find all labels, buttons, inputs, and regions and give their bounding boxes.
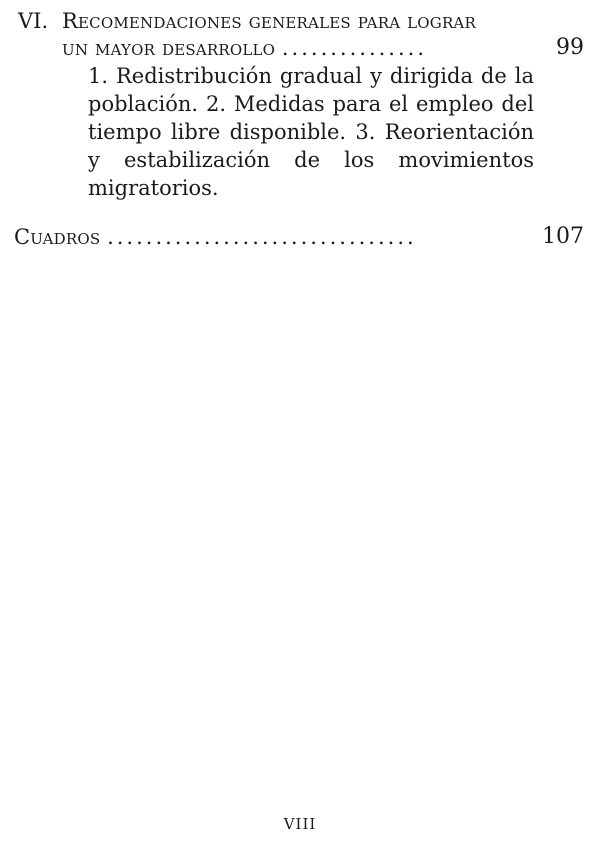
toc-entry-cuadros-title: Cuadros	[14, 225, 101, 249]
toc-entry-title-line1: Recomendaciones generales para lograr	[62, 9, 476, 33]
toc-entry-title-line2: un mayor desarrollo	[62, 36, 276, 60]
toc-entry-description: 1. Redistribución gradual y dirigida de la población. 2. Medidas para el empleo del tiempo libre disponible. 3. Reorientación y estabilización de los movimientos migratorios.	[88, 64, 534, 200]
toc-entry-numeral: VI.	[18, 9, 49, 33]
toc-leader-dots: ...............	[281, 36, 428, 60]
toc-entry-cuadros-page-number: 107	[542, 224, 584, 249]
toc-entry-page-number: 99	[556, 35, 584, 60]
toc-entry-cuadros-row	[14, 224, 417, 250]
page-footer-number: VIII	[283, 815, 317, 833]
toc-leader-dots: ................................	[107, 225, 417, 249]
toc-entry-title-line2-row	[62, 35, 427, 61]
